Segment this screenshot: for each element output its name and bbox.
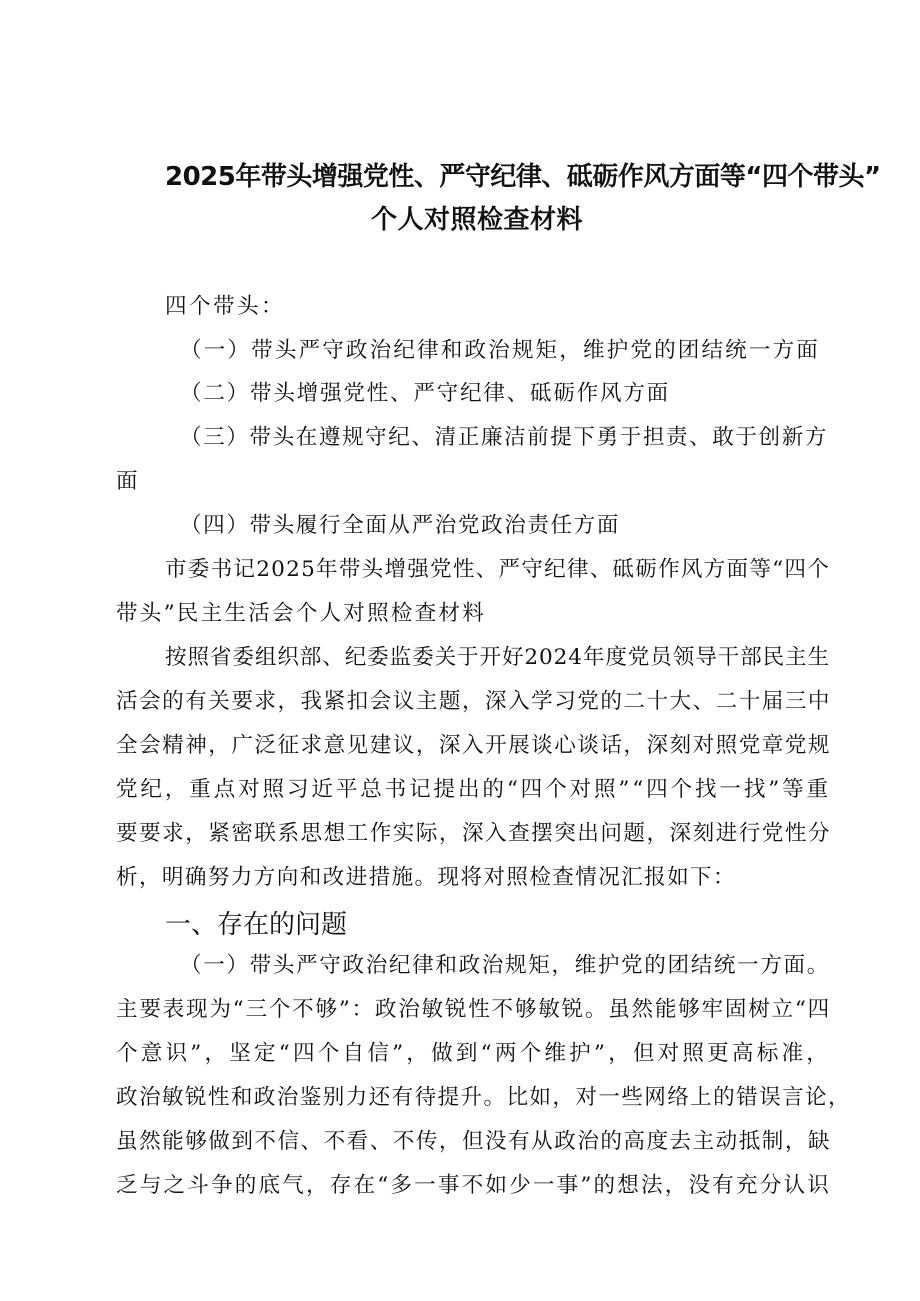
text-line: 虽然能够做到不信、不看、不传，但没有从政治的高度去主动抵制，缺 (116, 1129, 831, 1154)
text-line: 主要表现为“三个不够”：政治敏锐性不够敏锐。虽然能够牢固树立“四 (116, 997, 831, 1022)
text-line: （四）带头履行全面从严治党政治责任方面 (180, 513, 620, 538)
section-heading: 一、存在的问题 (165, 910, 348, 940)
document-title-line-1: 2025年带头增强党性、严守纪律、砥砺作风方面等“四个带头” (165, 162, 881, 192)
text-line: 要要求，紧密联系思想工作实际，深入查摆突出问题，深刻进行党性分 (116, 821, 831, 846)
text-line: （三）带头在遵规守纪、清正廉洁前提下勇于担责、敢于创新方 (180, 425, 828, 450)
text-line: （一）带头严守政治纪律和政治规矩，维护党的团结统一方面 (180, 338, 820, 363)
text-line: 市委书记2025年带头增强党性、严守纪律、砥砺作风方面等“四个 (165, 557, 830, 582)
text-line: 政治敏锐性和政治鉴别力还有待提升。比如，对一些网络上的错误言论， (116, 1085, 851, 1110)
text-line: 按照省委组织部、纪委监委关于开好2024年度党员领导干部民主生 (165, 645, 830, 670)
text-line: 带头”民主生活会个人对照检查材料 (116, 601, 486, 626)
text-line: 全会精神，广泛征求意见建议，深入开展谈心谈话，深刻对照党章党规 (116, 733, 831, 758)
text-line: （一）带头严守政治纪律和政治规矩，维护党的团结统一方面。 (180, 953, 830, 978)
text-line: 党纪，重点对照习近平总书记提出的“四个对照”“四个找一找”等重 (116, 777, 831, 802)
text-line: 个意识”，坚定“四个自信”，做到“两个维护”，但对照更高标准， (116, 1041, 831, 1066)
text-line: 四个带头： (165, 294, 285, 319)
text-line: （二）带头增强党性、严守纪律、砥砺作风方面 (180, 381, 670, 406)
text-line: 析，明确努力方向和改进措施。现将对照检查情况汇报如下： (116, 865, 736, 890)
text-line: 面 (116, 469, 138, 494)
text-line: 活会的有关要求，我紧扣会议主题，深入学习党的二十大、二十届三中 (116, 689, 831, 714)
text-line: 乏与之斗争的底气，存在“多一事不如少一事”的想法，没有充分认识 (116, 1173, 831, 1198)
document-title-line-2: 个人对照检查材料 (371, 205, 584, 235)
